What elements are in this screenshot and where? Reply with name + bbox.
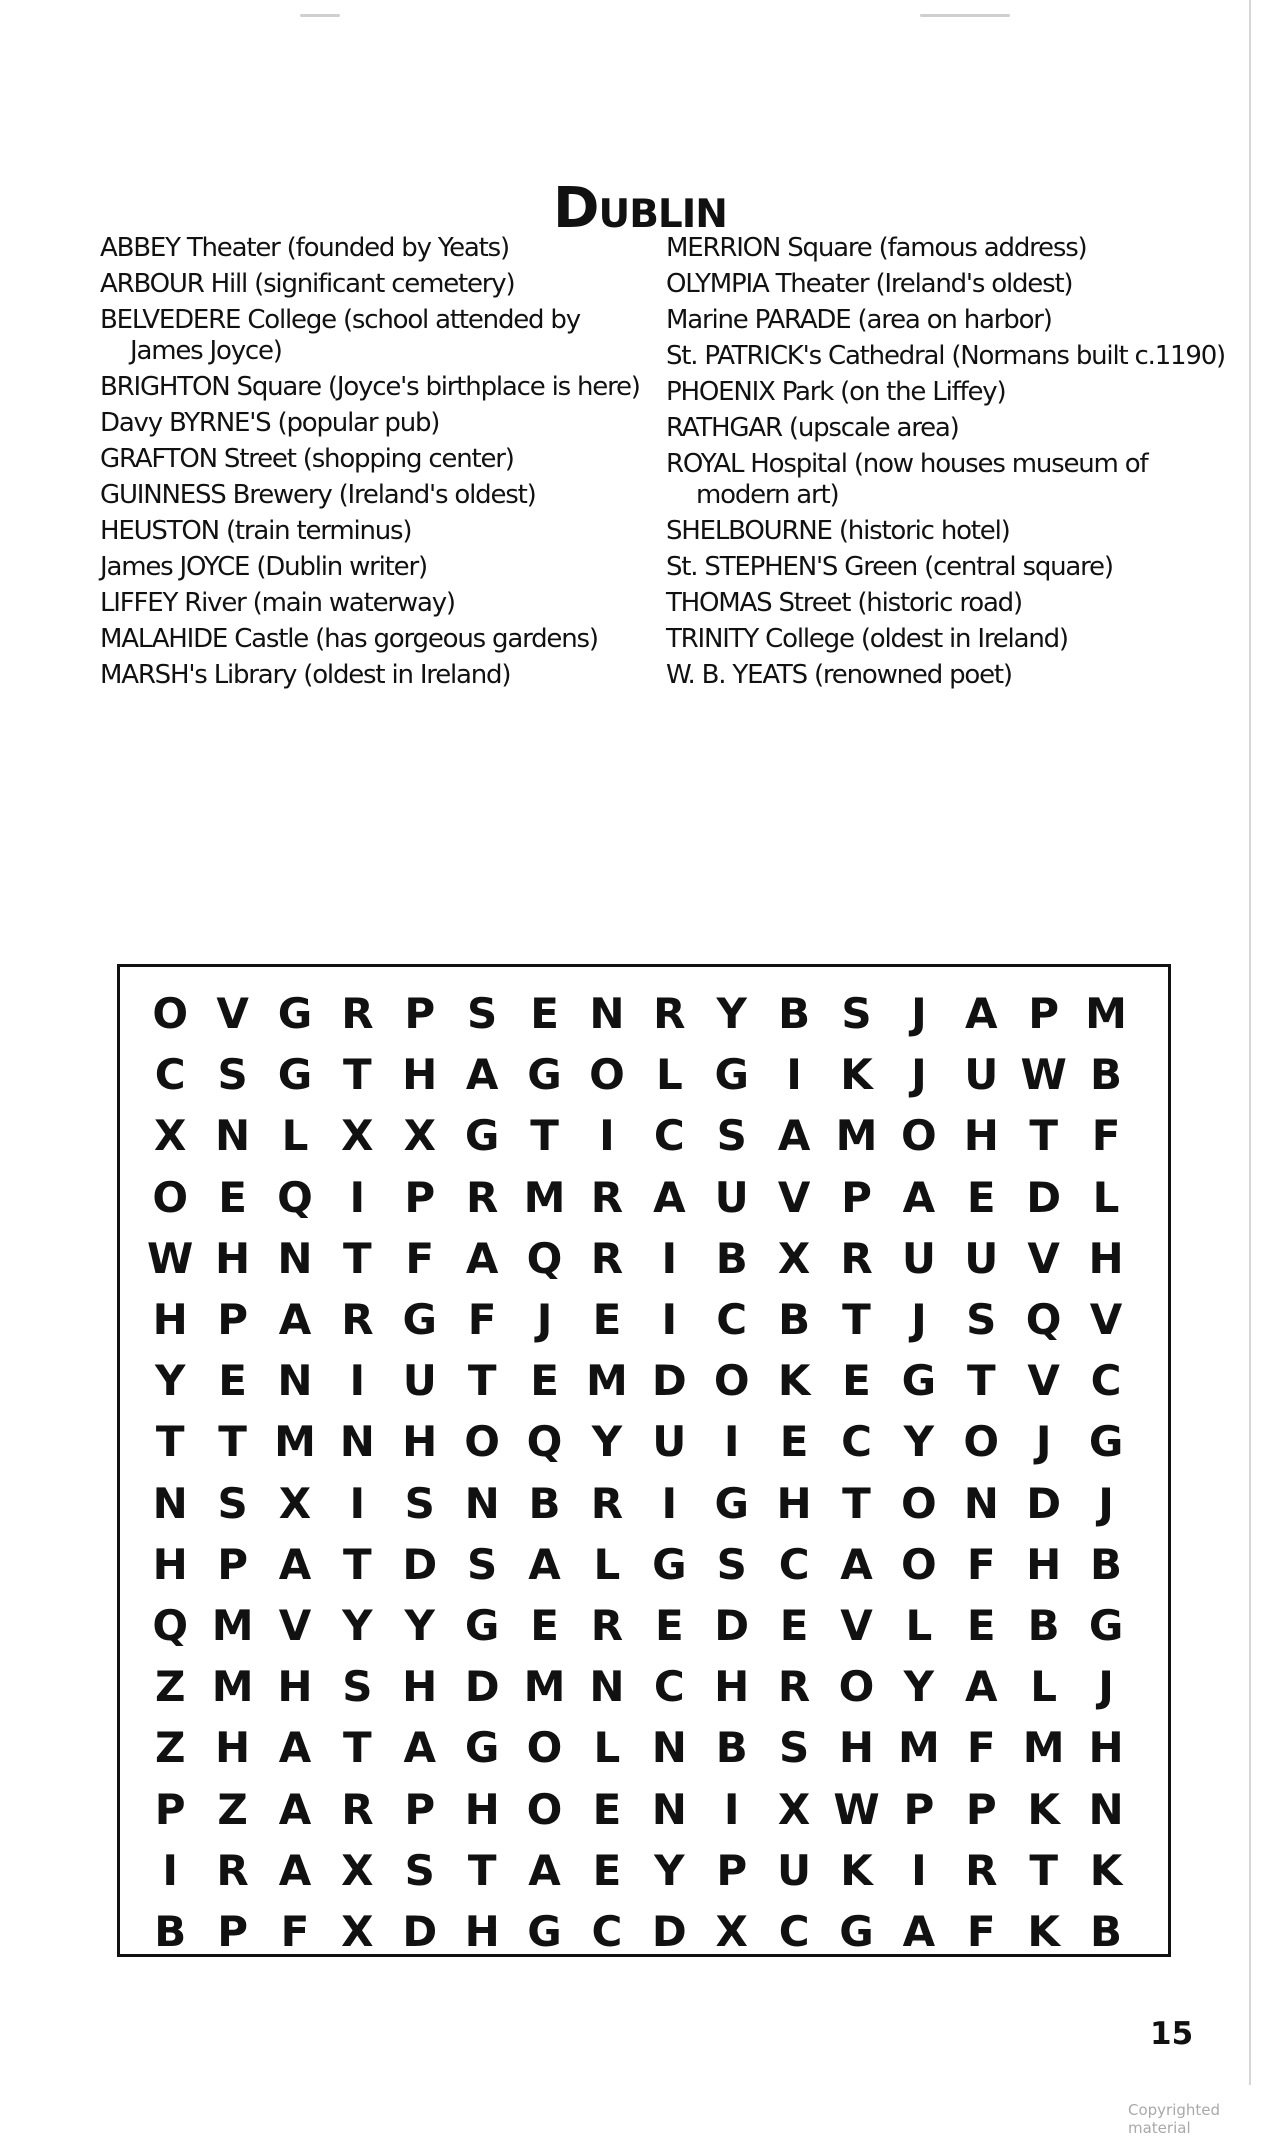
grid-letter: S bbox=[716, 1111, 747, 1161]
grid-letter: X bbox=[777, 1233, 811, 1283]
grid-letter: W bbox=[147, 1233, 194, 1283]
word-clue: RATHGAR (upscale area) bbox=[666, 413, 959, 443]
grid-letter: S bbox=[778, 1723, 810, 1773]
grid-letter: V bbox=[1089, 1295, 1123, 1345]
grid-letter: C bbox=[591, 1906, 623, 1956]
grid-letter: Q bbox=[526, 1233, 563, 1283]
word-clue: BELVEDERE College (school attended by James Joyce) bbox=[100, 305, 580, 366]
grid-letter: C bbox=[778, 1539, 810, 1589]
word-clue: GRAFTON Street (shopping center) bbox=[100, 444, 514, 474]
grid-letter: H bbox=[838, 1723, 875, 1773]
grid-letter: B bbox=[528, 1478, 561, 1528]
grid-letter: E bbox=[842, 1356, 871, 1406]
grid-letter: H bbox=[1088, 1233, 1124, 1283]
grid-letter: C bbox=[778, 1906, 810, 1956]
grid-letter: T bbox=[343, 1539, 372, 1589]
grid-letter: G bbox=[527, 1050, 562, 1100]
grid-letter: G bbox=[464, 1723, 500, 1773]
grid-letter: C bbox=[841, 1417, 872, 1467]
grid-letter: X bbox=[715, 1906, 748, 1956]
grid-letter: T bbox=[966, 1356, 996, 1406]
grid-letter: S bbox=[841, 989, 872, 1039]
grid-letter: B bbox=[1090, 1906, 1123, 1956]
grid-letter: R bbox=[840, 1233, 873, 1283]
grid-letter: J bbox=[1098, 1662, 1114, 1712]
grid-letter: F bbox=[966, 1539, 996, 1589]
grid-letter: P bbox=[903, 1784, 935, 1834]
grid-letter: L bbox=[655, 1050, 683, 1100]
grid-letter: E bbox=[654, 1600, 684, 1650]
grid-letter: Y bbox=[342, 1600, 373, 1650]
grid-letter: M bbox=[523, 1662, 566, 1712]
grid-letter: X bbox=[777, 1784, 811, 1834]
grid-letter: C bbox=[653, 1662, 685, 1712]
grid-letter: A bbox=[840, 1539, 873, 1589]
word-clue: St. PATRICK's Cathedral (Normans built c.1190) bbox=[666, 341, 1225, 371]
grid-letter: Z bbox=[154, 1723, 186, 1773]
grid-letter: G bbox=[277, 989, 313, 1039]
grid-letter: T bbox=[1029, 1111, 1058, 1161]
grid-letter: F bbox=[966, 1723, 996, 1773]
grid-letter: L bbox=[1030, 1662, 1058, 1712]
grid-letter: O bbox=[838, 1662, 875, 1712]
grid-letter: K bbox=[1089, 1845, 1123, 1895]
grid-letter: W bbox=[1020, 1050, 1067, 1100]
grid-letter: R bbox=[216, 1845, 249, 1895]
grid-letter: A bbox=[965, 1662, 998, 1712]
grid-letter: O bbox=[152, 989, 189, 1039]
grid-letter: H bbox=[152, 1295, 188, 1345]
grid-letter: A bbox=[278, 1845, 312, 1895]
grid-letter: T bbox=[467, 1845, 497, 1895]
grid-letter: R bbox=[341, 1295, 374, 1345]
grid-letter: V bbox=[1027, 1233, 1060, 1283]
grid-letter: S bbox=[404, 1845, 435, 1895]
grid-letter: F bbox=[405, 1233, 435, 1283]
grid-letter: E bbox=[779, 1417, 809, 1467]
word-clue: MARSH's Library (oldest in Ireland) bbox=[100, 660, 511, 690]
grid-letter: V bbox=[777, 1172, 811, 1222]
grid-letter: E bbox=[966, 1600, 996, 1650]
grid-letter: V bbox=[278, 1600, 312, 1650]
grid-letter: Y bbox=[154, 1356, 186, 1406]
grid-letter: A bbox=[528, 1539, 561, 1589]
grid-letter: E bbox=[592, 1784, 622, 1834]
grid-letter: J bbox=[911, 1295, 927, 1345]
grid-letter: I bbox=[349, 1172, 366, 1222]
grid-letter: O bbox=[152, 1172, 189, 1222]
grid-letter: N bbox=[277, 1233, 313, 1283]
grid-letter: T bbox=[155, 1417, 185, 1467]
grid-letter: A bbox=[965, 989, 998, 1039]
grid-letter: G bbox=[714, 1478, 749, 1528]
word-clue: James JOYCE (Dublin writer) bbox=[100, 552, 427, 582]
grid-letter: Z bbox=[154, 1662, 186, 1712]
grid-letter: I bbox=[911, 1845, 927, 1895]
grid-letter: G bbox=[464, 1111, 500, 1161]
grid-letter: J bbox=[911, 989, 927, 1039]
grid-letter: Y bbox=[716, 989, 747, 1039]
grid-letter: X bbox=[278, 1478, 312, 1528]
grid-letter: O bbox=[901, 1539, 937, 1589]
grid-letter: H bbox=[152, 1539, 188, 1589]
grid-letter: K bbox=[1027, 1906, 1060, 1956]
grid-letter: G bbox=[527, 1906, 562, 1956]
word-clue: W. B. YEATS (renowned poet) bbox=[666, 660, 1012, 690]
grid-letter: O bbox=[901, 1478, 937, 1528]
grid-letter: H bbox=[402, 1050, 438, 1100]
grid-letter: R bbox=[341, 989, 374, 1039]
grid-letter: E bbox=[530, 1356, 559, 1406]
grid-letter: F bbox=[1091, 1111, 1121, 1161]
grid-letter: K bbox=[840, 1845, 873, 1895]
grid-letter: A bbox=[528, 1845, 561, 1895]
grid-letter: I bbox=[786, 1050, 802, 1100]
word-clue: TRINITY College (oldest in Ireland) bbox=[666, 624, 1068, 654]
grid-letter: V bbox=[216, 989, 249, 1039]
grid-letter: A bbox=[902, 1906, 936, 1956]
grid-letter: I bbox=[162, 1845, 179, 1895]
grid-letter: G bbox=[1088, 1417, 1124, 1467]
grid-letter: Y bbox=[404, 1600, 435, 1650]
grid-letter: P bbox=[404, 1172, 436, 1222]
word-list-right bbox=[666, 233, 1226, 696]
grid-letter: F bbox=[467, 1295, 497, 1345]
grid-letter: T bbox=[842, 1478, 871, 1528]
grid-letter: X bbox=[403, 1111, 436, 1161]
grid-letter: H bbox=[1088, 1723, 1124, 1773]
page-edge-rule bbox=[1249, 0, 1251, 2085]
grid-letter: H bbox=[776, 1478, 812, 1528]
word-clue: Marine PARADE (area on harbor) bbox=[666, 305, 1052, 335]
scan-mark bbox=[920, 14, 1010, 17]
grid-letter: T bbox=[842, 1295, 871, 1345]
grid-letter: A bbox=[902, 1172, 936, 1222]
grid-letter: M bbox=[1085, 989, 1127, 1039]
grid-letter: B bbox=[1090, 1539, 1123, 1589]
grid-letter: H bbox=[464, 1906, 500, 1956]
grid-letter: K bbox=[777, 1356, 811, 1406]
page-title: Dublin bbox=[553, 175, 727, 241]
grid-letter: R bbox=[590, 1478, 624, 1528]
grid-letter: E bbox=[530, 989, 559, 1039]
grid-letter: K bbox=[840, 1050, 873, 1100]
grid-letter: I bbox=[661, 1478, 678, 1528]
grid-letter: N bbox=[589, 1662, 625, 1712]
grid-letter: E bbox=[530, 1600, 559, 1650]
grid-letter: B bbox=[154, 1906, 187, 1956]
grid-letter: P bbox=[217, 1295, 248, 1345]
grid-letter: A bbox=[465, 1050, 499, 1100]
grid-letter: J bbox=[1098, 1478, 1114, 1528]
grid-letter: E bbox=[592, 1295, 622, 1345]
grid-letter: A bbox=[278, 1295, 312, 1345]
grid-letter: M bbox=[835, 1111, 878, 1161]
grid-letter: H bbox=[714, 1662, 750, 1712]
grid-letter: X bbox=[341, 1111, 374, 1161]
grid-letter: P bbox=[217, 1539, 248, 1589]
grid-letter: O bbox=[901, 1111, 937, 1161]
word-clue: SHELBOURNE (historic hotel) bbox=[666, 516, 1010, 546]
grid-letter: Z bbox=[217, 1784, 248, 1834]
grid-letter: T bbox=[343, 1723, 372, 1773]
grid-letter: I bbox=[661, 1233, 678, 1283]
grid-letter: U bbox=[652, 1417, 687, 1467]
grid-letter: R bbox=[653, 989, 686, 1039]
grid-letter: T bbox=[343, 1233, 372, 1283]
grid-letter: O bbox=[963, 1417, 1000, 1467]
grid-letter: A bbox=[465, 1233, 499, 1283]
grid-letter: N bbox=[215, 1111, 251, 1161]
letter-grid bbox=[139, 983, 1137, 1962]
word-search-puzzle bbox=[117, 964, 1171, 1957]
grid-letter: P bbox=[841, 1172, 872, 1222]
grid-letter: G bbox=[277, 1050, 313, 1100]
grid-letter: S bbox=[342, 1662, 373, 1712]
grid-letter: D bbox=[402, 1906, 438, 1956]
grid-letter: S bbox=[467, 989, 498, 1039]
grid-letter: M bbox=[1022, 1723, 1065, 1773]
grid-letter: B bbox=[1027, 1600, 1060, 1650]
grid-letter: A bbox=[653, 1172, 686, 1222]
grid-letter: H bbox=[215, 1233, 251, 1283]
grid-letter: B bbox=[715, 1723, 748, 1773]
grid-letter: J bbox=[536, 1295, 553, 1345]
grid-letter: L bbox=[1092, 1172, 1120, 1222]
grid-letter: G bbox=[652, 1539, 687, 1589]
grid-letter: X bbox=[154, 1111, 187, 1161]
grid-letter: E bbox=[592, 1845, 622, 1895]
grid-letter: E bbox=[966, 1172, 996, 1222]
grid-letter: N bbox=[464, 1478, 500, 1528]
grid-letter: D bbox=[714, 1600, 750, 1650]
word-clue: ARBOUR Hill (significant cemetery) bbox=[100, 269, 515, 299]
grid-letter: O bbox=[526, 1784, 563, 1834]
grid-letter: U bbox=[777, 1845, 812, 1895]
word-clue: ABBEY Theater (founded by Yeats) bbox=[100, 233, 509, 263]
grid-letter: W bbox=[833, 1784, 880, 1834]
grid-letter: A bbox=[278, 1723, 312, 1773]
grid-letter: Q bbox=[526, 1417, 563, 1467]
grid-letter: L bbox=[593, 1539, 621, 1589]
word-clue: ROYAL Hospital (now houses museum of modern art) bbox=[666, 449, 1148, 510]
grid-letter: P bbox=[965, 1784, 997, 1834]
word-clue: PHOENIX Park (on the Liffey) bbox=[666, 377, 1006, 407]
grid-letter: J bbox=[911, 1050, 927, 1100]
grid-letter: M bbox=[523, 1172, 566, 1222]
grid-letter: C bbox=[653, 1111, 685, 1161]
grid-letter: S bbox=[467, 1539, 498, 1589]
grid-letter: C bbox=[154, 1050, 186, 1100]
word-clue: BRIGHTON Square (Joyce's birthplace is here) bbox=[100, 372, 640, 402]
grid-letter: V bbox=[1027, 1356, 1060, 1406]
grid-letter: M bbox=[274, 1417, 316, 1467]
grid-letter: O bbox=[589, 1050, 625, 1100]
grid-letter: Y bbox=[591, 1417, 623, 1467]
grid-letter: N bbox=[651, 1723, 687, 1773]
grid-letter: R bbox=[590, 1600, 624, 1650]
grid-letter: S bbox=[217, 1050, 248, 1100]
grid-letter: D bbox=[651, 1906, 687, 1956]
grid-letter: N bbox=[152, 1478, 188, 1528]
grid-letter: U bbox=[714, 1172, 749, 1222]
grid-letter: A bbox=[777, 1111, 811, 1161]
grid-letter: E bbox=[218, 1356, 247, 1406]
word-clue: OLYMPIA Theater (Ireland's oldest) bbox=[666, 269, 1073, 299]
grid-letter: G bbox=[901, 1356, 937, 1406]
grid-letter: P bbox=[217, 1906, 248, 1956]
grid-letter: Y bbox=[903, 1662, 935, 1712]
grid-letter: I bbox=[599, 1111, 615, 1161]
grid-letter: U bbox=[402, 1356, 437, 1406]
grid-letter: B bbox=[778, 989, 811, 1039]
page-number: 15 bbox=[1150, 2016, 1194, 2052]
word-clue: MERRION Square (famous address) bbox=[666, 233, 1087, 263]
word-clue: Davy BYRNE'S (popular pub) bbox=[100, 408, 440, 438]
grid-letter: Y bbox=[903, 1417, 935, 1467]
grid-letter: L bbox=[905, 1600, 933, 1650]
grid-letter: J bbox=[1035, 1417, 1052, 1467]
grid-letter: Q bbox=[1025, 1295, 1062, 1345]
grid-letter: O bbox=[464, 1417, 500, 1467]
grid-letter: L bbox=[281, 1111, 309, 1161]
grid-letter: N bbox=[277, 1356, 313, 1406]
grid-letter: N bbox=[651, 1784, 687, 1834]
copyright-notice: Copyrighted material bbox=[1128, 2101, 1221, 2137]
grid-letter: R bbox=[777, 1662, 811, 1712]
grid-letter: O bbox=[526, 1723, 563, 1773]
grid-letter: G bbox=[402, 1295, 437, 1345]
grid-letter: B bbox=[778, 1295, 811, 1345]
grid-letter: H bbox=[963, 1111, 999, 1161]
grid-letter: I bbox=[661, 1295, 678, 1345]
grid-letter: P bbox=[154, 1784, 186, 1834]
grid-letter: M bbox=[897, 1723, 940, 1773]
grid-letter: U bbox=[964, 1050, 999, 1100]
grid-letter: G bbox=[714, 1050, 749, 1100]
grid-letter: F bbox=[966, 1906, 996, 1956]
grid-letter: H bbox=[402, 1662, 438, 1712]
grid-letter: H bbox=[1026, 1539, 1062, 1589]
grid-letter: H bbox=[277, 1662, 313, 1712]
grid-letter: H bbox=[464, 1784, 500, 1834]
word-clue: HEUSTON (train terminus) bbox=[100, 516, 412, 546]
grid-letter: M bbox=[586, 1356, 628, 1406]
grid-letter: C bbox=[716, 1295, 748, 1345]
word-list-left bbox=[100, 233, 650, 696]
grid-letter: T bbox=[530, 1111, 559, 1161]
grid-letter: G bbox=[839, 1906, 874, 1956]
grid-letter: N bbox=[963, 1478, 999, 1528]
grid-letter: C bbox=[1090, 1356, 1122, 1406]
grid-letter: P bbox=[404, 989, 436, 1039]
grid-letter: M bbox=[211, 1600, 254, 1650]
grid-letter: H bbox=[402, 1417, 438, 1467]
word-clue: GUINNESS Brewery (Ireland's oldest) bbox=[100, 480, 536, 510]
grid-letter: Y bbox=[654, 1845, 685, 1895]
grid-letter: D bbox=[464, 1662, 500, 1712]
grid-letter: P bbox=[404, 1784, 436, 1834]
grid-letter: I bbox=[349, 1356, 366, 1406]
grid-letter: I bbox=[349, 1478, 366, 1528]
word-clue: MALAHIDE Castle (has gorgeous gardens) bbox=[100, 624, 598, 654]
grid-letter: T bbox=[218, 1417, 247, 1467]
grid-letter: F bbox=[280, 1906, 310, 1956]
word-clue: St. STEPHEN'S Green (central square) bbox=[666, 552, 1113, 582]
grid-letter: D bbox=[1026, 1172, 1062, 1222]
scan-mark bbox=[300, 14, 340, 17]
grid-letter: X bbox=[341, 1906, 374, 1956]
grid-letter: M bbox=[211, 1662, 254, 1712]
grid-letter: D bbox=[651, 1356, 687, 1406]
grid-letter: I bbox=[723, 1417, 740, 1467]
grid-letter: X bbox=[341, 1845, 374, 1895]
word-clue: LIFFEY River (main waterway) bbox=[100, 588, 455, 618]
grid-letter: R bbox=[341, 1784, 374, 1834]
grid-letter: R bbox=[590, 1172, 624, 1222]
grid-letter: Q bbox=[277, 1172, 313, 1222]
grid-letter: K bbox=[1027, 1784, 1060, 1834]
grid-letter: R bbox=[465, 1172, 499, 1222]
grid-letter: P bbox=[716, 1845, 748, 1895]
grid-letter: D bbox=[402, 1539, 438, 1589]
grid-letter: S bbox=[966, 1295, 997, 1345]
grid-letter: H bbox=[215, 1723, 251, 1773]
grid-letter: T bbox=[467, 1356, 497, 1406]
grid-letter: D bbox=[1026, 1478, 1062, 1528]
grid-letter: S bbox=[404, 1478, 435, 1528]
grid-letter: R bbox=[965, 1845, 998, 1895]
grid-letter: E bbox=[218, 1172, 247, 1222]
grid-letter: V bbox=[840, 1600, 873, 1650]
grid-letter: P bbox=[1028, 989, 1060, 1039]
grid-letter: N bbox=[589, 989, 625, 1039]
grid-letter: N bbox=[1088, 1784, 1124, 1834]
grid-letter: G bbox=[464, 1600, 500, 1650]
grid-letter: A bbox=[278, 1539, 312, 1589]
grid-letter: Q bbox=[152, 1600, 189, 1650]
grid-letter: T bbox=[343, 1050, 372, 1100]
grid-letter: B bbox=[715, 1233, 748, 1283]
word-clue: THOMAS Street (historic road) bbox=[666, 588, 1022, 618]
grid-letter: G bbox=[1088, 1600, 1124, 1650]
grid-letter: N bbox=[339, 1417, 375, 1467]
grid-letter: A bbox=[278, 1784, 312, 1834]
grid-letter: S bbox=[217, 1478, 248, 1528]
grid-letter: R bbox=[590, 1233, 624, 1283]
grid-letter: B bbox=[1090, 1050, 1123, 1100]
grid-letter: S bbox=[716, 1539, 747, 1589]
grid-letter: U bbox=[901, 1233, 936, 1283]
grid-letter: A bbox=[403, 1723, 437, 1773]
grid-letter: E bbox=[779, 1600, 809, 1650]
grid-letter: T bbox=[1029, 1845, 1058, 1895]
grid-letter: I bbox=[723, 1784, 740, 1834]
grid-letter: O bbox=[713, 1356, 750, 1406]
grid-letter: U bbox=[964, 1233, 999, 1283]
grid-letter: L bbox=[593, 1723, 621, 1773]
